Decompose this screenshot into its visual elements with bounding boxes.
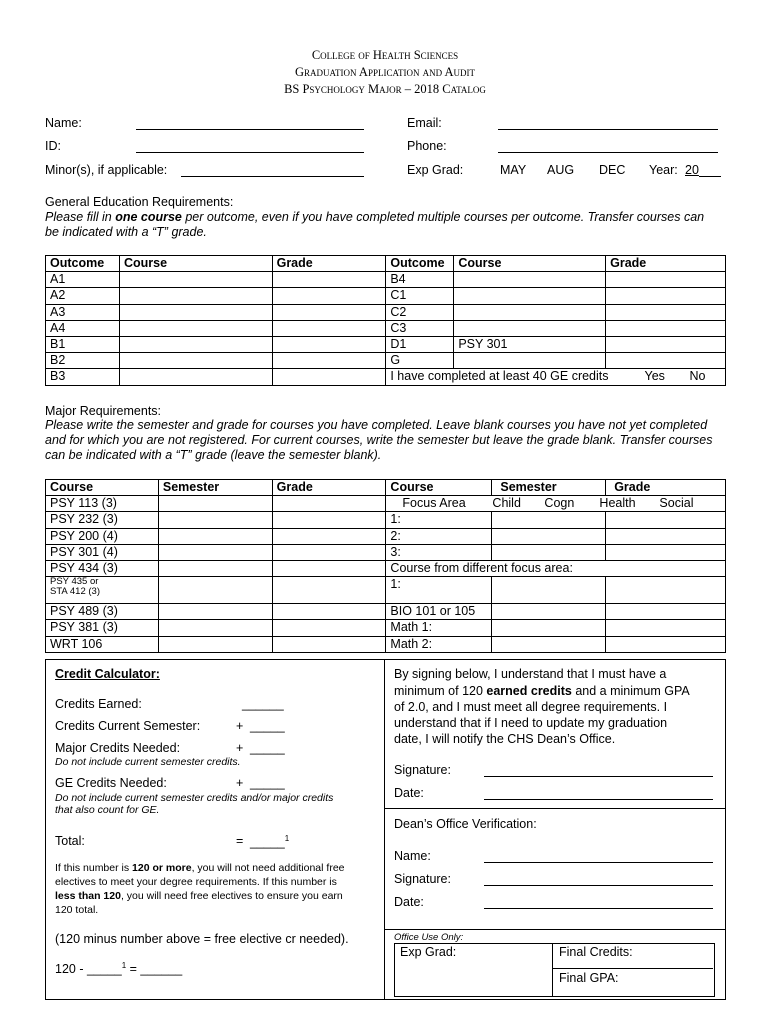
ge-course-cell[interactable] <box>119 353 272 369</box>
semester-cell[interactable] <box>158 528 272 544</box>
ge-header-course: Course <box>119 256 272 272</box>
ge-grade-cell[interactable] <box>272 288 386 304</box>
name-label: Name: <box>45 116 82 130</box>
office-final-credits: Final Credits: <box>559 945 633 959</box>
option-dec[interactable]: DEC <box>599 163 626 177</box>
ge-course-cell[interactable] <box>454 288 606 304</box>
semester-cell[interactable] <box>158 496 272 512</box>
calc-info-line4: 120 total. <box>55 904 99 916</box>
major-course: PSY 435 or <box>50 576 99 588</box>
calc-major-label: Major Credits Needed: <box>55 741 181 755</box>
office-box-row-divider <box>552 968 713 969</box>
ge-grade-cell[interactable] <box>272 353 386 369</box>
major-header-course: Course <box>386 480 492 496</box>
calc-equals: = <box>236 834 244 848</box>
ge-grade-cell[interactable] <box>606 272 726 288</box>
year-field[interactable] <box>699 176 721 177</box>
minor-label: Minor(s), if applicable: <box>45 163 168 177</box>
grade-cell[interactable] <box>272 577 386 604</box>
ge-credits-text: I have completed at least 40 GE credits <box>390 369 609 384</box>
major-table <box>45 479 726 653</box>
semester-cell[interactable] <box>492 636 606 652</box>
focus-social[interactable]: Social <box>659 496 694 511</box>
ge-header-outcome: Outcome <box>386 256 454 272</box>
grade-cell[interactable] <box>606 512 726 528</box>
major-header-grade: Grade <box>606 480 726 496</box>
support-course: Math 1: <box>386 620 492 636</box>
calc-ge-label: GE Credits Needed: <box>55 776 167 790</box>
calc-earned-field[interactable]: ______ <box>242 697 284 711</box>
focus-course: 2: <box>386 528 492 544</box>
major-header-semester: Semester <box>158 480 272 496</box>
ge-outcome: D1 <box>386 336 454 352</box>
ge-instructions: Please fill in one course per outcome, even if you have completed multiple courses per outcome. Transfer courses can <box>45 210 705 224</box>
grade-cell[interactable] <box>606 620 726 636</box>
calc-title: Credit Calculator: <box>55 667 160 681</box>
office-divider <box>384 929 725 930</box>
ge-course-cell[interactable] <box>119 272 272 288</box>
ge-header-grade: Grade <box>272 256 386 272</box>
sign-statement: By signing below, I understand that I must have a <box>394 667 667 681</box>
calc-info: If this number is 120 or more, you will not need additional free <box>55 862 345 874</box>
ge-grade-cell[interactable] <box>272 320 386 336</box>
ge-outcome: C3 <box>386 320 454 336</box>
major-course: PSY 232 (3) <box>46 512 159 528</box>
semester-cell[interactable] <box>492 604 606 620</box>
phone-field[interactable] <box>498 152 718 153</box>
focus-course: 1: <box>386 577 492 604</box>
header-line2: Graduation Application and Audit <box>294 65 476 79</box>
ge-outcome: B3 <box>46 369 120 385</box>
major-course: STA 412 (3) <box>50 586 100 598</box>
ge-outcome: B1 <box>46 336 120 352</box>
semester-cell[interactable] <box>492 620 606 636</box>
support-course: BIO 101 or 105 <box>386 604 492 620</box>
calc-ge-field[interactable]: _____ <box>250 776 285 790</box>
major-course: PSY 200 (4) <box>46 528 159 544</box>
ge-grade-cell[interactable] <box>272 272 386 288</box>
calc-formula[interactable]: 120 - _____$^1$ = ______ <box>55 961 183 977</box>
major-course: WRT 106 <box>46 636 159 652</box>
minor-field[interactable] <box>181 176 364 177</box>
grade-cell[interactable] <box>272 496 386 512</box>
expgrad-label: Exp Grad: <box>407 163 464 177</box>
grade-cell[interactable] <box>272 528 386 544</box>
major-title: Major Requirements: <box>45 404 162 418</box>
year-label: Year: <box>649 163 678 177</box>
grade-cell[interactable] <box>272 604 386 620</box>
major-instructions-line3: can be indicated with a “T” grade (leave the semester blank). <box>45 448 382 462</box>
ge-course-cell[interactable] <box>119 304 272 320</box>
signature-label: Signature: <box>394 763 451 777</box>
dean-date-label: Date: <box>394 895 424 909</box>
major-instructions-line2: and for which you are not registered. For current courses, write the semester but leave the grade blank. Transfer courses <box>45 433 713 447</box>
ge-yes-option[interactable]: Yes <box>644 369 665 384</box>
calc-info-line3: less than 120, you will need free electives to ensure you earn <box>55 890 343 902</box>
semester-cell[interactable] <box>492 528 606 544</box>
ge-outcome: B4 <box>386 272 454 288</box>
grade-cell[interactable] <box>272 636 386 652</box>
dean-title: Dean’s Office Verification: <box>394 817 537 831</box>
ge-header-outcome: Outcome <box>46 256 120 272</box>
ge-grade-cell[interactable] <box>606 288 726 304</box>
focus-cogn[interactable]: Cogn <box>544 496 575 511</box>
ge-course-cell[interactable] <box>454 272 606 288</box>
ge-outcome: A4 <box>46 320 120 336</box>
name-field[interactable] <box>136 129 364 130</box>
ge-header-grade: Grade <box>606 256 726 272</box>
focus-child[interactable]: Child <box>492 496 521 511</box>
phone-label: Phone: <box>407 139 447 153</box>
ge-outcome: C2 <box>386 304 454 320</box>
office-final-gpa: Final GPA: <box>559 971 619 985</box>
ge-grade-cell[interactable] <box>272 336 386 352</box>
calc-plus: + <box>236 741 244 755</box>
email-label: Email: <box>407 116 442 130</box>
ge-outcome: B2 <box>46 353 120 369</box>
ge-course-cell[interactable] <box>119 320 272 336</box>
calc-current-label: Credits Current Semester: <box>55 719 201 733</box>
semester-cell[interactable] <box>158 544 272 560</box>
support-course: Math 2: <box>386 636 492 652</box>
dean-divider <box>384 808 725 809</box>
semester-cell[interactable] <box>158 636 272 652</box>
sign-statement-line5: date, I will notify the CHS Dean’s Office. <box>394 732 616 746</box>
ge-course-cell[interactable] <box>119 369 272 385</box>
office-exp-grad: Exp Grad: <box>400 945 457 959</box>
calc-info-line2: electives to meet your degree requirements. If this number is <box>55 876 337 888</box>
semester-cell[interactable] <box>492 512 606 528</box>
major-instructions: Please write the semester and grade for courses you have completed. Leave blank courses you have not yet completed <box>45 418 708 432</box>
header-line1: College of Health Sciences <box>311 48 459 62</box>
ge-grade-cell[interactable] <box>272 304 386 320</box>
calc-minus-note: (120 minus number above = free elective cr needed). <box>55 932 349 946</box>
ge-no-option[interactable]: No <box>689 369 706 384</box>
option-aug[interactable]: AUG <box>547 163 575 177</box>
ge-title: General Education Requirements: <box>45 195 234 209</box>
major-header-semester: Semester <box>492 480 606 496</box>
grade-cell[interactable] <box>606 604 726 620</box>
major-header-course: Course <box>46 480 159 496</box>
semester-cell[interactable] <box>492 544 606 560</box>
ge-grade-cell[interactable] <box>606 353 726 369</box>
semester-cell[interactable] <box>492 577 606 604</box>
ge-grade-cell[interactable] <box>606 336 726 352</box>
sign-statement-line2: minimum of 120 earned credits and a minimum GPA <box>394 684 690 698</box>
id-field[interactable] <box>136 152 364 153</box>
major-course: PSY 434 (3) <box>46 560 159 576</box>
semester-cell[interactable] <box>158 560 272 576</box>
header-line3: BS Psychology Major – 2018 Catalog <box>284 82 486 96</box>
date-field[interactable] <box>484 799 713 800</box>
grade-cell[interactable] <box>272 620 386 636</box>
dean-name-label: Name: <box>394 849 431 863</box>
ge-grade-cell[interactable] <box>606 320 726 336</box>
semester-cell[interactable] <box>158 604 272 620</box>
grade-cell[interactable] <box>606 544 726 560</box>
calc-total-field[interactable]: _____$^1$ <box>250 834 290 850</box>
ge-outcome: G <box>386 353 454 369</box>
signature-field[interactable] <box>484 776 713 777</box>
office-box-divider <box>552 943 553 996</box>
office-use-label: Office Use Only: <box>394 932 464 943</box>
major-course: PSY 489 (3) <box>46 604 159 620</box>
calc-plus: + <box>236 776 244 790</box>
ge-grade-cell[interactable] <box>272 369 386 385</box>
grade-cell[interactable] <box>606 577 726 604</box>
semester-cell[interactable] <box>158 577 272 604</box>
calc-plus: + <box>236 719 244 733</box>
grade-cell[interactable] <box>606 636 726 652</box>
focus-health[interactable]: Health <box>599 496 636 511</box>
semester-cell[interactable] <box>158 620 272 636</box>
ge-course-cell[interactable] <box>119 336 272 352</box>
ge-course-cell[interactable] <box>454 304 606 320</box>
dean-name-field[interactable] <box>484 862 713 863</box>
ge-course-cell[interactable] <box>119 288 272 304</box>
semester-cell[interactable] <box>158 512 272 528</box>
ge-outcome: A1 <box>46 272 120 288</box>
ge-grade-cell[interactable] <box>606 304 726 320</box>
calc-total-label: Total: <box>55 834 85 848</box>
ge-outcome: A3 <box>46 304 120 320</box>
email-field[interactable] <box>498 129 718 130</box>
major-header-grade: Grade <box>272 480 386 496</box>
major-course-435 <box>46 577 159 604</box>
dean-signature-field[interactable] <box>484 885 713 886</box>
date-label: Date: <box>394 786 424 800</box>
ge-course-d1: PSY 301 <box>454 336 606 352</box>
ge-table <box>45 255 726 386</box>
dean-date-field[interactable] <box>484 908 713 909</box>
grade-cell[interactable] <box>272 560 386 576</box>
sign-statement-line3: of 2.0, and I must meet all degree requirements. I <box>394 700 668 714</box>
focus-area-row <box>386 496 726 512</box>
ge-outcome: C1 <box>386 288 454 304</box>
grade-cell[interactable] <box>272 512 386 528</box>
calc-ge-note: Do not include current semester credits and/or major credits <box>55 792 334 804</box>
major-course: PSY 381 (3) <box>46 620 159 636</box>
calc-earned-label: Credits Earned: <box>55 697 142 711</box>
ge-course-cell[interactable] <box>454 353 606 369</box>
calc-major-note: Do not include current semester credits. <box>55 756 241 768</box>
ge-course-cell[interactable] <box>454 320 606 336</box>
major-course: PSY 301 (4) <box>46 544 159 560</box>
different-focus-label: Course from different focus area: <box>386 560 726 576</box>
sign-statement-line4: understand that if I need to update my graduation <box>394 716 668 730</box>
year-value: 20 <box>685 163 699 177</box>
dean-signature-label: Signature: <box>394 872 451 886</box>
focus-course: 3: <box>386 544 492 560</box>
ge-instructions-line2: be indicated with a “T” grade. <box>45 225 207 239</box>
ge-outcome: A2 <box>46 288 120 304</box>
calc-major-field[interactable]: _____ <box>250 741 285 755</box>
ge-credits-row <box>386 369 726 385</box>
focus-course: 1: <box>386 512 492 528</box>
calc-current-field[interactable]: _____ <box>250 719 285 733</box>
ge-header-course: Course <box>454 256 606 272</box>
id-label: ID: <box>45 139 61 153</box>
calc-ge-note-line2: that also count for GE. <box>55 804 160 816</box>
grade-cell[interactable] <box>272 544 386 560</box>
section-divider <box>384 659 385 999</box>
focus-area-label: Focus Area <box>402 496 466 511</box>
major-course: PSY 113 (3) <box>46 496 159 512</box>
grade-cell[interactable] <box>606 528 726 544</box>
option-may[interactable]: MAY <box>500 163 527 177</box>
